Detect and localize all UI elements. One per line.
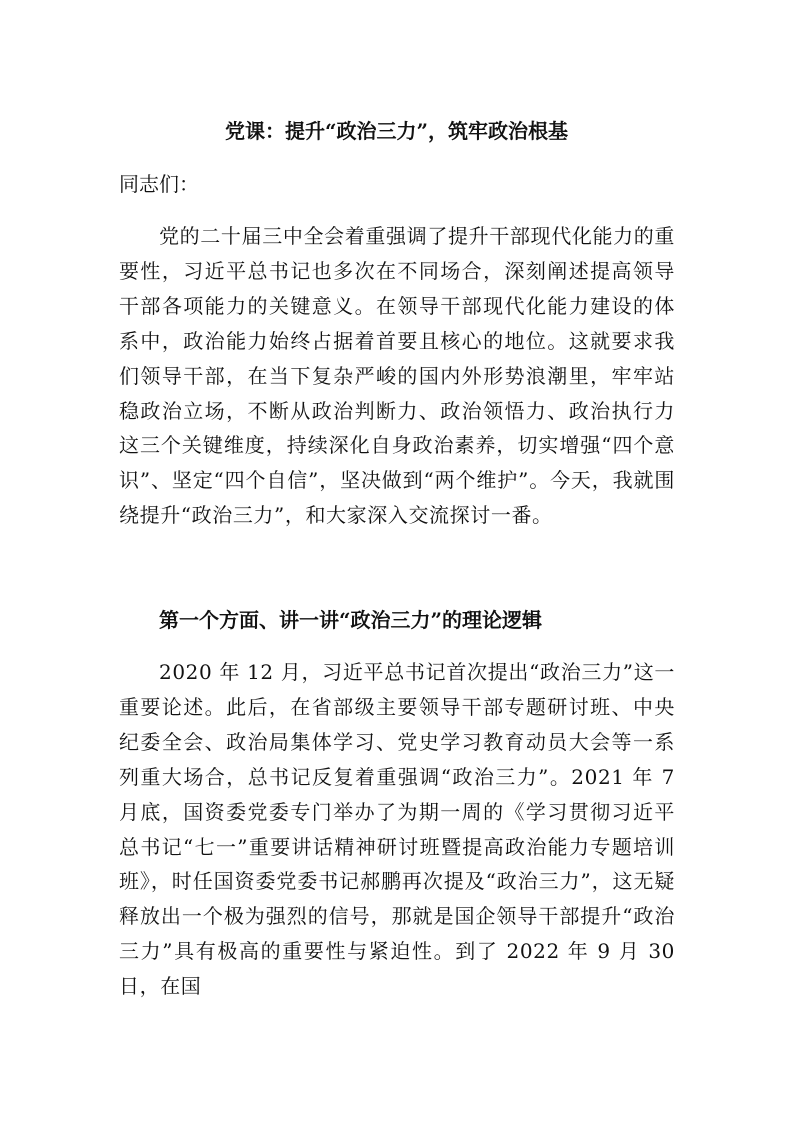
paragraph-theory: 2020 年 12 月，习近平总书记首次提出“政治三力”这一重要论述。此后，在省部级主要领导干部专题研讨班、中央纪委全会、政治局集体学习、党史学习教育动员大会等一系列重大场合，总书记反复着重强调“政治三力”。2021 年 7 月底，国资委党委专门举办了为期一周的《学习贯彻习近平总书记“七一”重要讲话精神研讨班暨提高政治能力专题培训班》，时任国资委党委书记郝鹏再次提及“政治三力”，这无疑释放出一个极为强烈的信号，那就是国企领导干部提升“政治三力”具有极高的重要性与紧迫性。到了 2022 年 9 月 30 日，在国 bbox=[119, 660, 675, 999]
salutation: 同志们： bbox=[119, 172, 199, 196]
section-heading: 第一个方面、讲一讲“政治三力”的理论逻辑 bbox=[159, 608, 543, 632]
document-title: 党课：提升“政治三力”，筑牢政治根基 bbox=[224, 119, 568, 143]
paragraph-intro: 党的二十届三中全会着重强调了提升干部现代化能力的重要性，习近平总书记也多次在不同场合，深刻阐述提高领导干部各项能力的关键意义。在领导干部现代化能力建设的体系中，政治能力始终占据着首要且核心的地位。这就要求我们领导干部，在当下复杂严峻的国内外形势浪潮里，牢牢站稳政治立场，不断从政治判断力、政治领悟力、政治执行力这三个关键维度，持续深化自身政治素养，切实增强“四个意识”、坚定“四个自信”，坚决做到“两个维护”。今天，我就围绕提升“政治三力”，和大家深入交流探讨一番。 bbox=[119, 224, 675, 528]
